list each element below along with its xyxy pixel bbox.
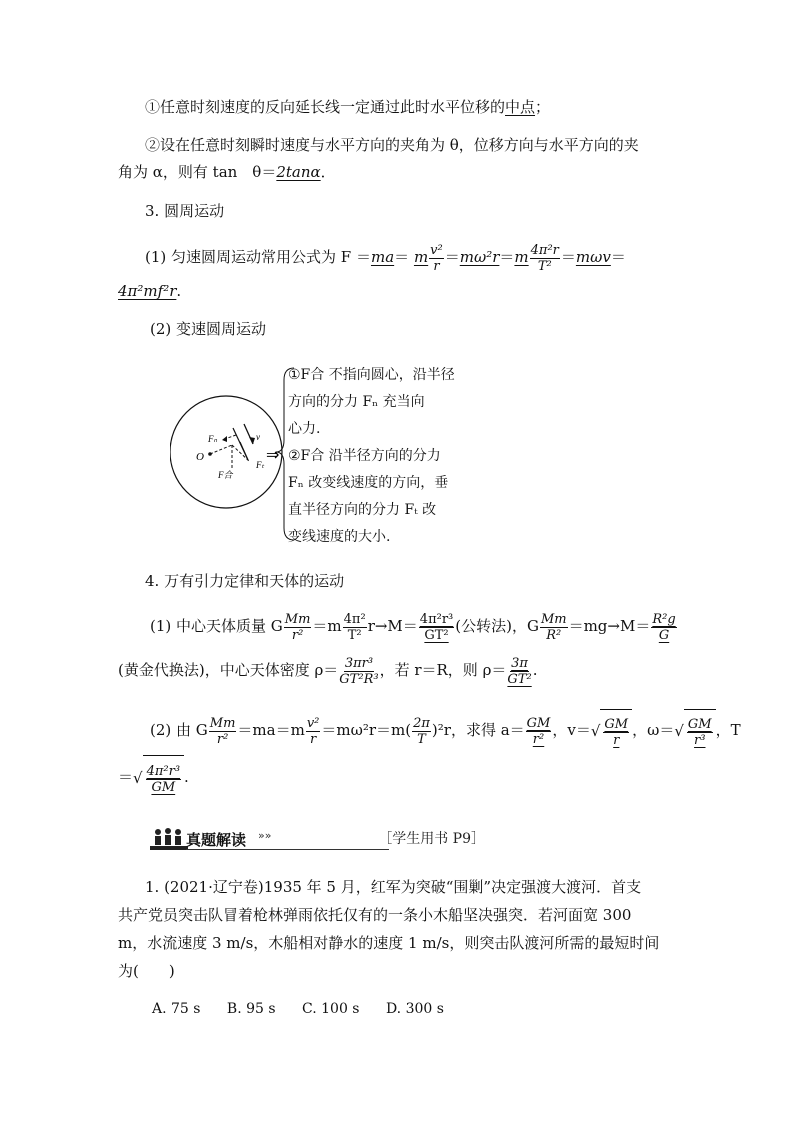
formula-text: (2) 由 G [150, 721, 208, 739]
banner-people-icon [150, 826, 190, 852]
section-3-title: 3. 圆周运动 [145, 202, 225, 220]
eq: ＝ [118, 768, 134, 786]
note-line: 方向的分力 Fₙ 充当向 [288, 394, 425, 410]
answer-ma: ma [370, 248, 395, 266]
uniform-circular-formula-cont [118, 280, 181, 302]
question-line-2: 共产党员突击队冒着枪林弹雨依托仅有的一条小木船坚决强突．若河面宽 300 [118, 906, 632, 924]
answer-4pi2r3-GT2: $\frac{\text{4π²r³}}{\text{GT²}}$ [419, 611, 454, 643]
radius-line [210, 445, 232, 454]
banner-ref: ［学生用书 P9］ [378, 831, 485, 847]
implies-arrow: ⇒ [266, 445, 280, 464]
eq: ＝ [394, 248, 410, 266]
note-line: 心力. [288, 421, 321, 437]
fn-arrowhead [222, 436, 227, 442]
answer-mv2r: m $\frac{\text{v²}}{r}$ [413, 242, 443, 274]
formula-lead: (1) 匀速圆周运动常用公式为 F ＝ [145, 248, 371, 266]
label-Ft: Fₜ [256, 460, 265, 470]
section-banner [150, 826, 485, 852]
answer-GM-r2: $\frac{GM}{\text{r²}}$ [526, 715, 551, 747]
answer-3pi-GT2: $\frac{3\pi}{\text{GT²}}$ [507, 655, 532, 687]
note-line: Fₙ 改变线速度的方向，垂 [288, 475, 449, 491]
banner-title: 真题解读 [186, 831, 247, 849]
formula-text: ＝mω²r＝m( [321, 721, 412, 739]
formula-text: ＝mg→M＝ [568, 617, 651, 635]
formula-text: ，v＝ [552, 721, 591, 739]
note-line: 直半径方向的分力 Fₜ 改 [288, 502, 437, 518]
formula-text: ，T [715, 721, 741, 739]
formula-text: ，若 r＝R，则 ρ＝ [379, 661, 507, 679]
gravity-formula-2-cont [118, 754, 189, 802]
banner-chevrons-icon: »» [258, 829, 272, 842]
question-line-3: m，水流速度 3 m/s，木船相对静水的速度 1 m/s，则突击队渡河所需的最短时间 [118, 934, 660, 952]
question-line-4: 为( ) [118, 962, 175, 980]
formula-text: (黄金代换法)，中心天体密度 ρ＝ [118, 661, 339, 679]
frac-Mm-r2b: $\frac{Mm}{\text{r²}}$ [209, 715, 236, 747]
gravity-formula-1-cont [118, 650, 537, 690]
section-4-title: 4. 万有引力定律和天体的运动 [145, 572, 345, 590]
eq: ＝ [499, 248, 515, 266]
frac-v2-rb: $\frac{\text{v²}}{r}$ [306, 715, 320, 747]
punct: ． [320, 163, 336, 181]
answer-mwv: mωv [575, 248, 611, 266]
punct: . [176, 282, 182, 300]
label-v: v [256, 432, 260, 442]
uniform-circular-formula [145, 240, 626, 274]
variable-circular-title: (2) 变速圆周运动 [150, 320, 267, 338]
option-a[interactable]: A. 75 s [152, 1001, 201, 1017]
answer-R2g-G: $\frac{\text{R²g}}{G}$ [652, 611, 676, 643]
frac-4pi2-T2: $\frac{\text{4π²}}{\text{T²}}$ [343, 611, 366, 643]
gravity-formula-2 [150, 708, 741, 754]
option-c[interactable]: C. 100 s [302, 1001, 360, 1017]
label-Fhe: F合 [218, 470, 233, 480]
answer-midpoint: 中点 [505, 98, 536, 116]
formula-text: ，ω＝ [632, 721, 675, 739]
option-d[interactable]: D. 300 s [385, 1001, 444, 1017]
label-Fn: Fₙ [208, 434, 218, 444]
answer-4pi2mf2r: 4π²mf²r [118, 282, 177, 300]
conclusion-2-text: 角为 α，则有 tan θ＝ [118, 163, 277, 181]
answer-sqrt-GM-r: √ $\frac{GM}{r}$ [591, 709, 632, 754]
frac-2pi-T: $\frac{2\pi}{T}$ [413, 715, 430, 747]
frac-Mm-R2: $\frac{Mm}{\text{R²}}$ [540, 611, 567, 643]
banner-rule [186, 849, 389, 850]
eq: ＝ [444, 248, 460, 266]
punct: ； [535, 98, 551, 116]
question-line-1: 1. (2021·辽宁卷)1935 年 5 月，红军为突破“围剿”决定强渡大渡河．首支 [145, 878, 642, 896]
diagram-notes [288, 362, 478, 551]
gravity-formula-1 [150, 606, 678, 646]
formula-text: )²r，求得 a＝ [431, 721, 525, 739]
answer-options [152, 998, 466, 1020]
frac-4pi2r-T2: $\frac{\text{4π²r}}{\text{T²}}$ [530, 242, 559, 274]
frac-v2-r: $\frac{\text{v²}}{r}$ [430, 242, 443, 274]
label-O: O [196, 451, 204, 463]
formula-text: ＝ma＝m [237, 721, 305, 739]
conclusion-2-cont [118, 161, 336, 183]
eq: ＝ [560, 248, 576, 266]
note-line: ②F合 沿半径方向的分力 [288, 448, 441, 464]
formula-text: (1) 中心天体质量 G [150, 617, 283, 635]
punct: . [532, 661, 538, 679]
note-line: ①F合 不指向圆心，沿半径 [288, 367, 455, 383]
frac-Mm-r2: $\frac{Mm}{\text{r²}}$ [284, 611, 311, 643]
answer-sqrt-4pi2r3-GM: √ $\frac{\text{4π²r³}}{GM}$ [133, 755, 184, 802]
conclusion-1-text: ①任意时刻速度的反向延长线一定通过此时水平位移的 [145, 98, 506, 116]
conclusion-2: ②设在任意时刻瞬时速度与水平方向的夹角为 θ，位移方向与水平方向的夹 [145, 136, 639, 154]
force-line [240, 442, 248, 460]
answer-mw2r: mω²r [459, 248, 500, 266]
conclusion-1 [145, 96, 550, 118]
eq: ＝ [610, 248, 626, 266]
punct: . [184, 768, 189, 786]
frac-3pir3-GT2R3: $\frac{\text{3πr³}}{\text{GT²R³}}$ [339, 655, 379, 687]
answer-2tan: 2tanα [276, 163, 321, 181]
formula-text: r→M＝ [367, 617, 418, 635]
option-b[interactable]: B. 95 s [226, 1001, 276, 1017]
note-line: 变线速度的大小. [288, 529, 391, 545]
formula-text: ＝m [312, 617, 342, 635]
answer-m4pi2r-T2: m $\frac{\text{4π²r}}{\text{T²}}$ [514, 242, 559, 274]
ft-arrow [232, 445, 250, 462]
answer-sqrt-GM-r3: √ $\frac{GM}{\text{r³}}$ [674, 709, 715, 754]
formula-text: (公转法)，G [455, 617, 539, 635]
